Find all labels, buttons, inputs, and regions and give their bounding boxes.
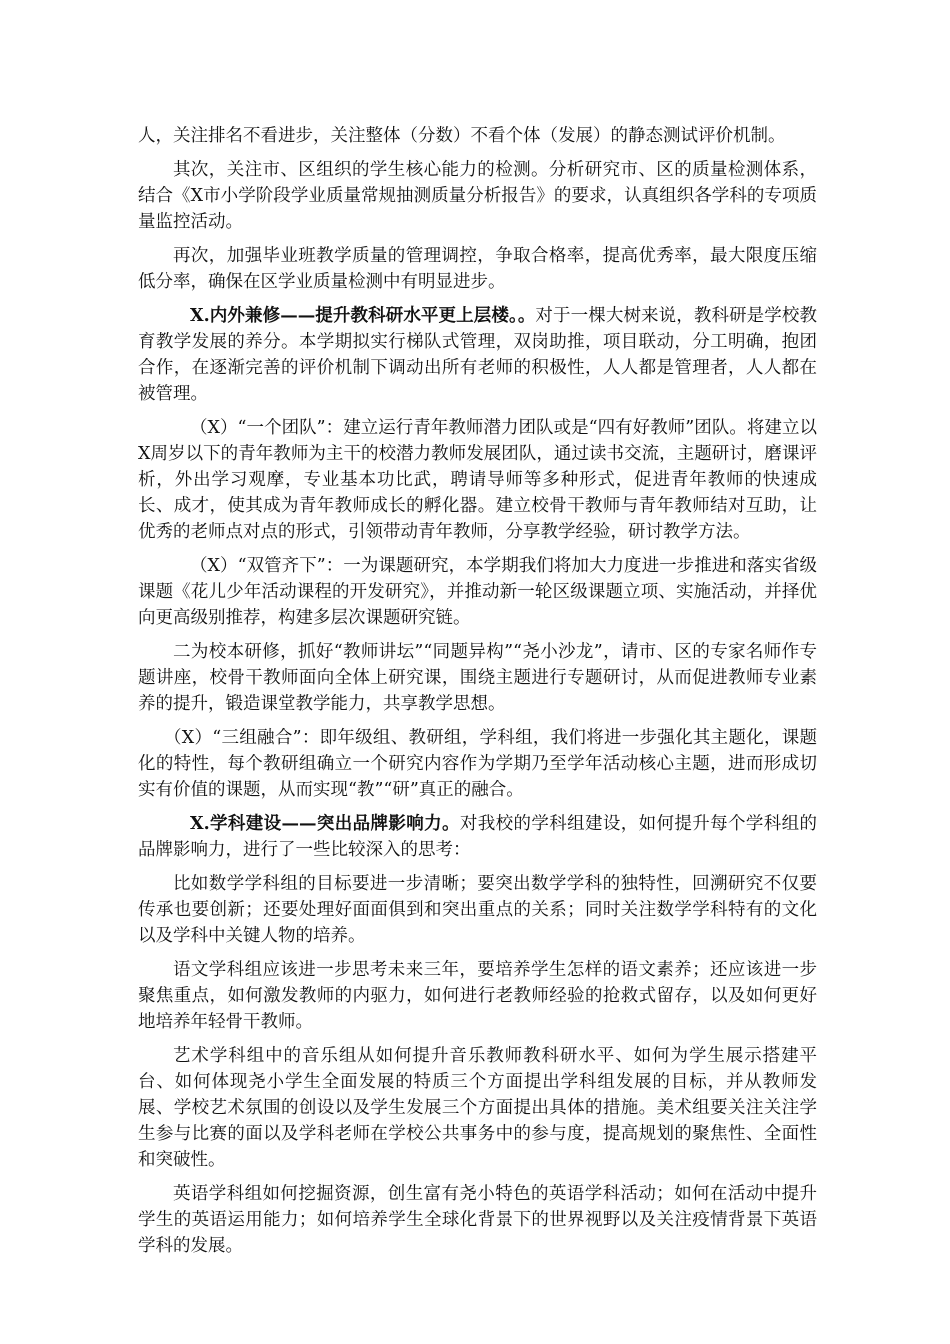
paragraph-9: X.学科建设——突出品牌影响力。对我校的学科组建设，如何提升每个学科组的品牌影响力，进行了一些比较深入的思考： xyxy=(138,814,818,860)
paragraph-1: 人，关注排名不看进步，关注整体（分数）不看个体（发展）的静态测试评价机制。 xyxy=(138,126,786,146)
paragraph-5: （X）“一个团队”：建立运行青年教师潜力团队或是“四有好教师”团队。将建立以X周岁以下的青年教师为主干的校潜力教师发展团队，通过读书交流，主题研讨，磨课评析，外出学习观摩，专业基本功比武，聘请导师等多种形式，促进青年教师的快速成长、成才，使其成为青年教师成长的孵化器。建立校骨干教师与青年教师结对互助，让优秀的老师点对点的形式，引领带动青年教师，分享教学经验，研讨教学方法。 xyxy=(138,418,817,542)
paragraph-4: X.内外兼修——提升教科研水平更上层楼。。对于一棵大树来说，教科研是学校教育教学发展的养分。本学期拟实行梯队式管理，双岗助推，项目联动，分工明确，抱团合作，在逐渐完善的评价机制下调动出所有老师的积极性，人人都是管理者，人人都在被管理。 xyxy=(138,306,817,404)
section-heading: X.内外兼修——提升教科研水平更上层楼。。 xyxy=(190,306,536,326)
paragraph-8: （X）“三组融合”：即年级组、教研组，学科组，我们将进一步强化其主题化，课题化的特性，每个教研组确立一个研究内容作为学期乃至学年活动核心主题，进而形成切实有价值的课题，从而实现“教”“研”真正的融合。 xyxy=(138,728,817,800)
paragraph-11: 语文学科组应该进一步思考未来三年，要培养学生怎样的语文素养；还应该进一步聚焦重点，如何激发教师的内驱力，如何进行老教师经验的抢救式留存，以及如何更好地培养年轻骨干教师。 xyxy=(138,960,817,1032)
paragraph-2: 其次，关注市、区组织的学生核心能力的检测。分析研究市、区的质量检测体系，结合《X市小学阶段学业质量常规抽测质量分析报告》的要求，认真组织各学科的专项质量监控活动。 xyxy=(138,160,817,232)
paragraph-3: 再次，加强毕业班教学质量的管理调控，争取合格率，提高优秀率，最大限度压缩低分率，确保在区学业质量检测中有明显进步。 xyxy=(138,246,817,292)
paragraph-10: 比如数学学科组的目标要进一步清晰；要突出数学学科的独特性，回溯研究不仅要传承也要创新；还要处理好面面俱到和突出重点的关系；同时关注数学学科特有的文化以及学科中关键人物的培养。 xyxy=(138,874,817,946)
paragraph-12: 艺术学科组中的音乐组从如何提升音乐教师教科研水平、如何为学生展示搭建平台、如何体现尧小学生全面发展的特质三个方面提出学科组发展的目标，并从教师发展、学校艺术氛围的创设以及学生发展三个方面提出具体的措施。美术组要关注关注学生参与比赛的面以及学科老师在学校公共事务中的参与度，提高规划的聚焦性、全面性和突破性。 xyxy=(138,1046,817,1170)
paragraph-13: 英语学科组如何挖掘资源，创生富有尧小特色的英语学科活动；如何在活动中提升学生的英语运用能力；如何培养学生全球化背景下的世界视野以及关注疫情背景下英语学科的发展。 xyxy=(138,1184,817,1256)
section-heading: X.学科建设——突出品牌影响力。 xyxy=(190,814,460,834)
paragraph-7: 二为校本研修，抓好“教师讲坛”“同题异构”“尧小沙龙”，请市、区的专家名师作专题讲座，校骨干教师面向全体上研究课，围绕主题进行专题研讨，从而促进教师专业素养的提升，锻造课堂教学能力，共享教学思想。 xyxy=(138,642,817,714)
paragraph-6: （X）“双管齐下”：一为课题研究，本学期我们将加大力度进一步推进和落实省级课题《花儿少年活动课程的开发研究》，并推动新一轮区级课题立项、实施活动，并择优向更高级别推荐，构建多层次课题研究链。 xyxy=(138,556,817,628)
